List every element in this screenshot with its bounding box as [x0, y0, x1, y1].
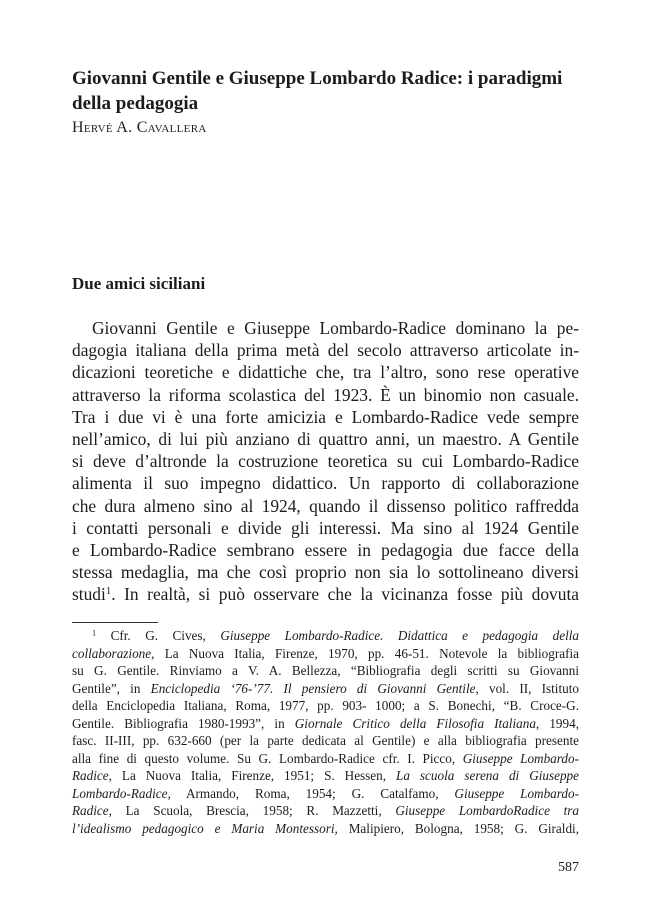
section-heading: Due amici siciliani [72, 274, 206, 293]
footnote-line: della Enciclopedia Italiana, Roma, 1977, pp. 903- 1000; a S. Bonechi, “B. Croce-G. [72, 698, 579, 713]
footnote-line [72, 627, 579, 645]
body-text-run: studi [72, 584, 106, 605]
footnote-text-run: , La Scuola, Brescia, 1958; R. Mazzetti, [108, 803, 396, 818]
footnote-text-run: , vol. II, Istituto [475, 680, 579, 696]
footnote [72, 627, 579, 837]
footnote-text-run: Armando, Roma, 1954; G. Catalfamo, [170, 785, 455, 801]
body-line: che dura almeno sino al 1924, quando il dissenso politico raffredda [72, 495, 579, 516]
body-paragraph [72, 317, 579, 606]
article-author: Hervé A. Cavallera [72, 119, 207, 136]
footnote-reference[interactable]: 1 [105, 585, 112, 598]
body-line: i contatti personali e divide gli interessi. Ma sino al 1924 Gentile [72, 517, 579, 538]
footnote-title-run: Giornale Critico della Filosofia Italiana [294, 715, 536, 731]
body-line: alimenta il suo impegno didattico. Un rapporto di collaborazione [72, 473, 579, 494]
footnote-marker: 1 [92, 628, 97, 638]
footnote-text-run: , La Nuova Italia, Firenze, 1970, pp. 46-51. Notevole la bibliografia [151, 645, 579, 661]
body-line [72, 583, 579, 605]
footnote-title-run: l’idealismo pedagogico e Maria Montessori, [72, 820, 338, 836]
body-line: dagogia italiana della prima metà del secolo attraverso articolate in- [72, 340, 579, 361]
footnote-title-run: Radice [72, 768, 109, 783]
footnote-title-run: Lombardo-Radice, [72, 785, 171, 801]
footnote-line [72, 715, 579, 733]
footnote-line [72, 645, 579, 663]
footnote-line [72, 750, 579, 768]
footnote-separator [72, 622, 158, 623]
body-line: e Lombardo-Radice sembrano essere in pedagogia due facce della [72, 540, 579, 561]
footnote-title-run: Giuseppe LombardoRadice tra [395, 803, 580, 818]
footnote-line [72, 802, 579, 820]
article-title: Giovanni Gentile e Giuseppe Lombardo Radice: i paradigmi della pedagogia [72, 68, 563, 114]
footnote-line [72, 785, 579, 803]
footnote-title-run: Radice [72, 803, 109, 818]
footnote-title-run: collaborazione [72, 645, 152, 661]
page-number: 587 [558, 860, 579, 875]
footnote-text-run: , La Nuova Italia, Firenze, 1951; S. Hessen, [108, 768, 397, 783]
body-text-run: . In realtà, si può osservare che la vicinanza fosse più dovuta [111, 584, 579, 605]
body-line: Giovanni Gentile e Giuseppe Lombardo-Radice dominano la pe- [92, 318, 579, 338]
footnote-line: fasc. II-III, pp. 632-660 (per la parte dedicata al Gentile) e alla bibliografia presente [72, 733, 579, 748]
footnote-text-run: Gentile. Bibliografia 1980-1993”, in [72, 715, 295, 731]
body-line: nell’amico, di lui più anziano di quattro anni, un maestro. A Gentile [72, 429, 579, 450]
footnote-text-run: alla fine di questo volume. Su G. Lombardo-Radice cfr. I. Picco, [72, 750, 463, 766]
body-line: attraverso la riforma scolastica del 1923. È un binomio non casuale. [72, 384, 579, 405]
footnote-text-run: Gentile”, in [72, 680, 151, 696]
footnote-title-run: La scuola serena di Giuseppe [396, 768, 579, 783]
footnote-title-run: Enciclopedia ‘76-’77. Il pensiero di Giovanni Gentile [150, 680, 476, 696]
footnote-text-run: Cfr. G. Cives, [110, 628, 221, 643]
footnote-line: su G. Gentile. Rinviamo a V. A. Bellezza, “Bibliografia degli scritti su Giovanni [72, 663, 579, 678]
body-line: si deve d’altronde la costruzione teoretica su cui Lombardo-Radice [72, 451, 579, 472]
body-line: Tra i due vi è una forte amicizia e Lombardo-Radice vede sempre [72, 406, 579, 427]
footnote-line [72, 680, 579, 698]
footnote-line [72, 767, 579, 785]
footnote-title-run: Giuseppe Lombardo- [462, 750, 579, 766]
footnote-title-run: Giuseppe Lombardo- [454, 785, 579, 801]
footnote-line [72, 820, 579, 838]
body-line: stessa medaglia, ma che così proprio non sia lo sottolineano diversi [72, 562, 579, 583]
footnote-text-run: , 1994, [535, 715, 579, 731]
body-line: dicazioni teoretiche e didattiche che, tra l’altro, sono rese operative [72, 362, 579, 383]
footnote-title-run: Giuseppe Lombardo-Radice. Didattica e pedagogia della [220, 628, 580, 643]
footnote-text-run: Malipiero, Bologna, 1958; G. Giraldi, [337, 820, 579, 836]
